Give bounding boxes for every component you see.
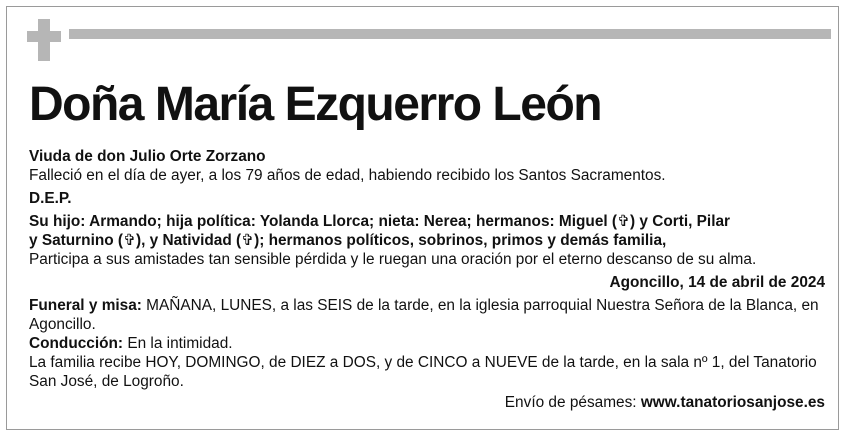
family-text-5: ); hermanos políticos, sobrinos, primos y demás familia, — [254, 232, 667, 249]
widow-line: Viuda de don Julio Orte Zorzano — [29, 148, 266, 165]
condolences-link[interactable]: www.tanatoriosanjose.es — [640, 394, 825, 411]
funeral-line — [29, 296, 825, 334]
family-text-4: ), y Natividad ( — [135, 232, 242, 249]
participation-line: Participa a sus amistades tan sensible pérdida y le ruegan una oración por el eterno descanso de su alma. — [29, 251, 757, 268]
death-line: Falleció en el día de ayer, a los 79 años de edad, habiendo recibido los Santos Sacramentos. — [29, 167, 666, 184]
conduction-line — [29, 334, 825, 353]
family-text-3: y Saturnino ( — [29, 232, 124, 249]
conduction-text: En la intimidad. — [123, 335, 233, 352]
funeral-text: MAÑANA, LUNES, a las SEIS de la tarde, en la iglesia parroquial Nuestra Señora de la Blanca, en Agoncillo. — [29, 297, 819, 333]
reception-line: La familia recibe HOY, DOMINGO, de DIEZ a DOS, y de CINCO a NUEVE de la tarde, en la sala nº 1, del Tanatorio San José, de Logroño. — [29, 354, 817, 390]
obituary-body — [29, 147, 825, 412]
small-cross-icon: ✞ — [123, 232, 136, 249]
funeral-label: Funeral y misa: — [29, 297, 142, 314]
condolences-line — [29, 393, 825, 412]
cross-icon — [27, 19, 61, 61]
family-line-1 — [29, 212, 825, 231]
small-cross-icon: ✞ — [617, 213, 630, 230]
family-text-1: Su hijo: Armando; hija política: Yolanda Llorca; nieta: Nerea; hermanos: Miguel ( — [29, 213, 618, 230]
rip-line: D.E.P. — [29, 190, 72, 207]
header-rule — [69, 29, 831, 39]
deceased-name: Doña María Ezquerro León — [29, 78, 602, 131]
conduction-label: Conducción: — [29, 335, 124, 352]
family-text-2: ) y Corti, Pilar — [629, 213, 731, 230]
place-date: Agoncillo, 14 de abril de 2024 — [609, 274, 825, 291]
small-cross-icon: ✞ — [241, 232, 255, 249]
condolences-label: Envío de pésames: — [504, 394, 641, 411]
family-line-2 — [29, 231, 825, 250]
obituary-card — [6, 6, 839, 430]
